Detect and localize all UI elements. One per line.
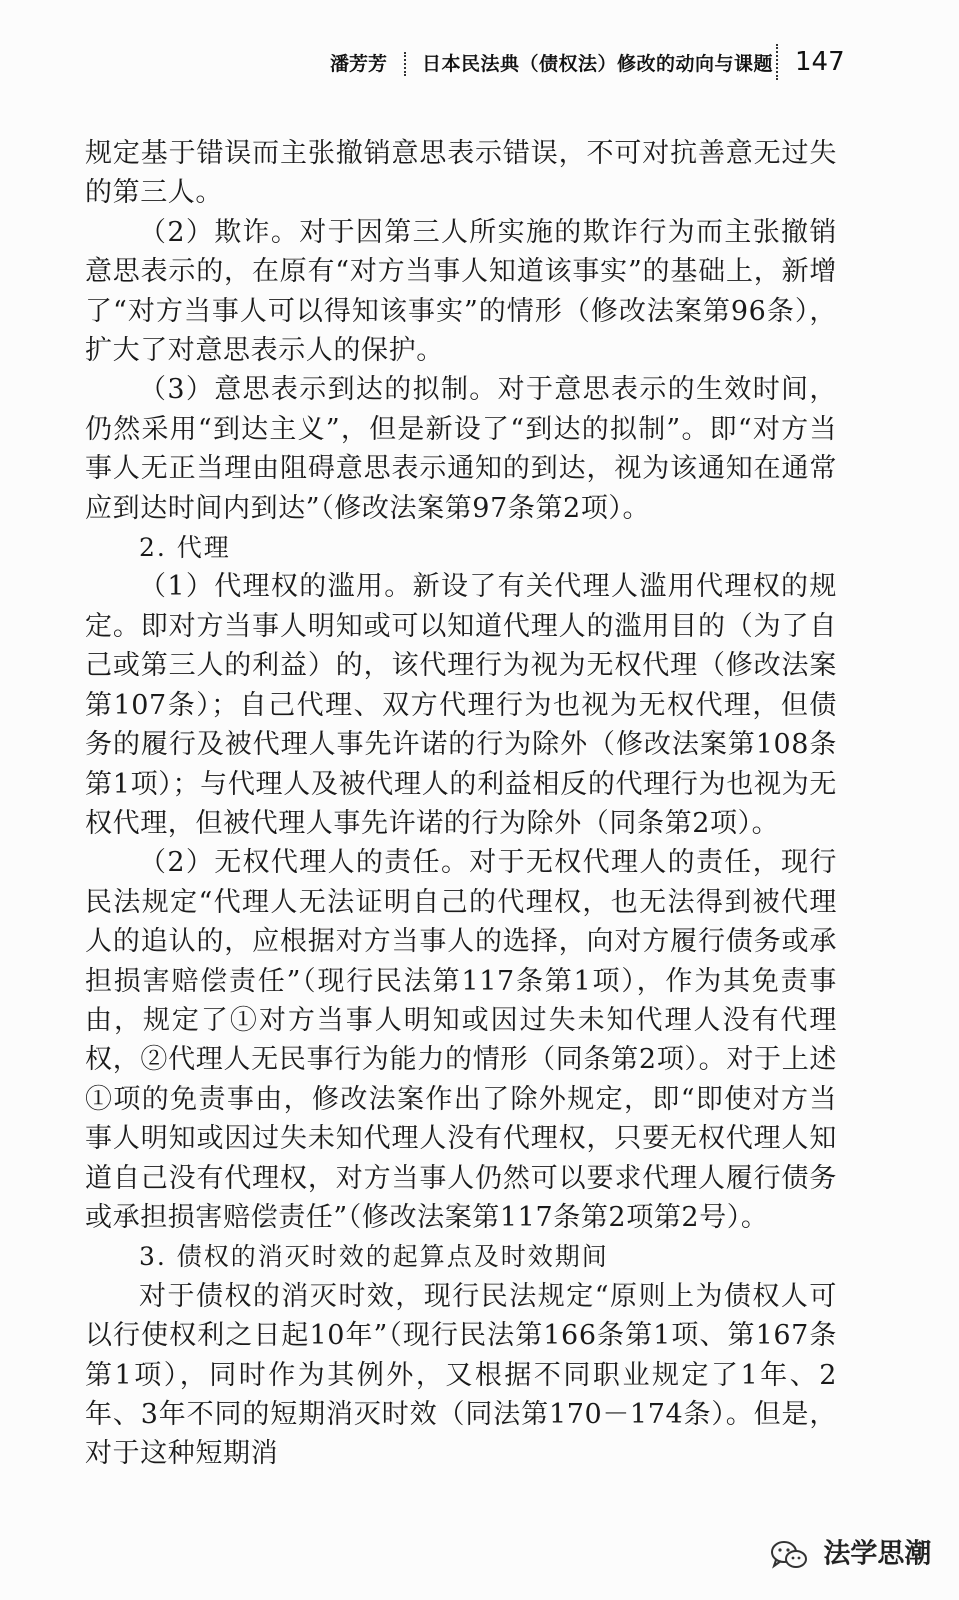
header-divider xyxy=(776,44,778,80)
header-divider xyxy=(404,52,406,76)
section-heading: 3. 债权的消灭时效的起算点及时效期间 xyxy=(139,1242,609,1272)
paragraph: 规定基于错误而主张撤销意思表示错误，不可对抗善意无过失的第三人。 xyxy=(85,138,837,209)
watermark-text: 法学思潮 xyxy=(823,1538,932,1570)
paragraph: 对于债权的消灭时效，现行民法规定“原则上为债权人可以行使权利之日起10年”（现行民法第166条第1项、第167条第1项），同时作为其例外，又根据不同职业规定了1年、2年、3年不同的短期消灭时效（同法第170－174条）。但是，对于这种短期消 xyxy=(85,1280,837,1470)
running-header xyxy=(300,46,860,82)
wechat-watermark xyxy=(770,1534,931,1574)
header-author: 潘芳芳 xyxy=(330,53,388,75)
wechat-icon xyxy=(770,1539,808,1571)
section-heading: 2. 代理 xyxy=(139,533,231,563)
paragraph: （3）意思表示到达的拟制。对于意思表示的生效时间，仍然采用“到达主义”，但是新设了“到达的拟制”。即“对方当事人无正当理由阻碍意思表示通知的到达，视为该通知在通常应到达时间内到达”（修改法案第97条第2项）。 xyxy=(85,374,837,524)
header-title: 日本民法典（债权法）修改的动向与课题 xyxy=(422,53,774,75)
page-number: 147 xyxy=(795,47,845,77)
paragraph: （1）代理权的滥用。新设了有关代理人滥用代理权的规定。即对方当事人明知或可以知道代理人的滥用目的（为了自己或第三人的利益）的，该代理行为视为无权代理（修改法案第107条）；自己代理、双方代理行为也视为无权代理，但债务的履行及被代理人事先许诺的行为除外（修改法案第108条第1项）；与代理人及被代理人的利益相反的代理行为也视为无权代理，但被代理人事先许诺的行为除外（同条第2项）。 xyxy=(85,571,837,839)
paragraph: （2）欺诈。对于因第三人所实施的欺诈行为而主张撤销意思表示的，在原有“对方当事人知道该事实”的基础上，新增了“对方当事人可以得知该事实”的情形（修改法案第96条），扩大了对意思表示人的保护。 xyxy=(85,216,837,367)
paragraph: （2）无权代理人的责任。对于无权代理人的责任，现行民法规定“代理人无法证明自己的代理权，也无法得到被代理人的追认的，应根据对方当事人的选择，向对方履行债务或承担损害赔偿责任”（现行民法第117条第1项），作为其免责事由，规定了①对方当事人明知或因过失未知代理人没有代理权，②代理人无民事行为能力的情形（同条第2项）。对于上述①项的免责事由，修改法案作出了除外规定，即“即使对方当事人明知或因过失未知代理人没有代理权，只要无权代理人知道自己没有代理权，对方当事人仍然可以要求代理人履行债务或承担损害赔偿责任”（修改法案第117条第2项第2号）。 xyxy=(85,847,837,1233)
body-text xyxy=(85,134,837,1474)
